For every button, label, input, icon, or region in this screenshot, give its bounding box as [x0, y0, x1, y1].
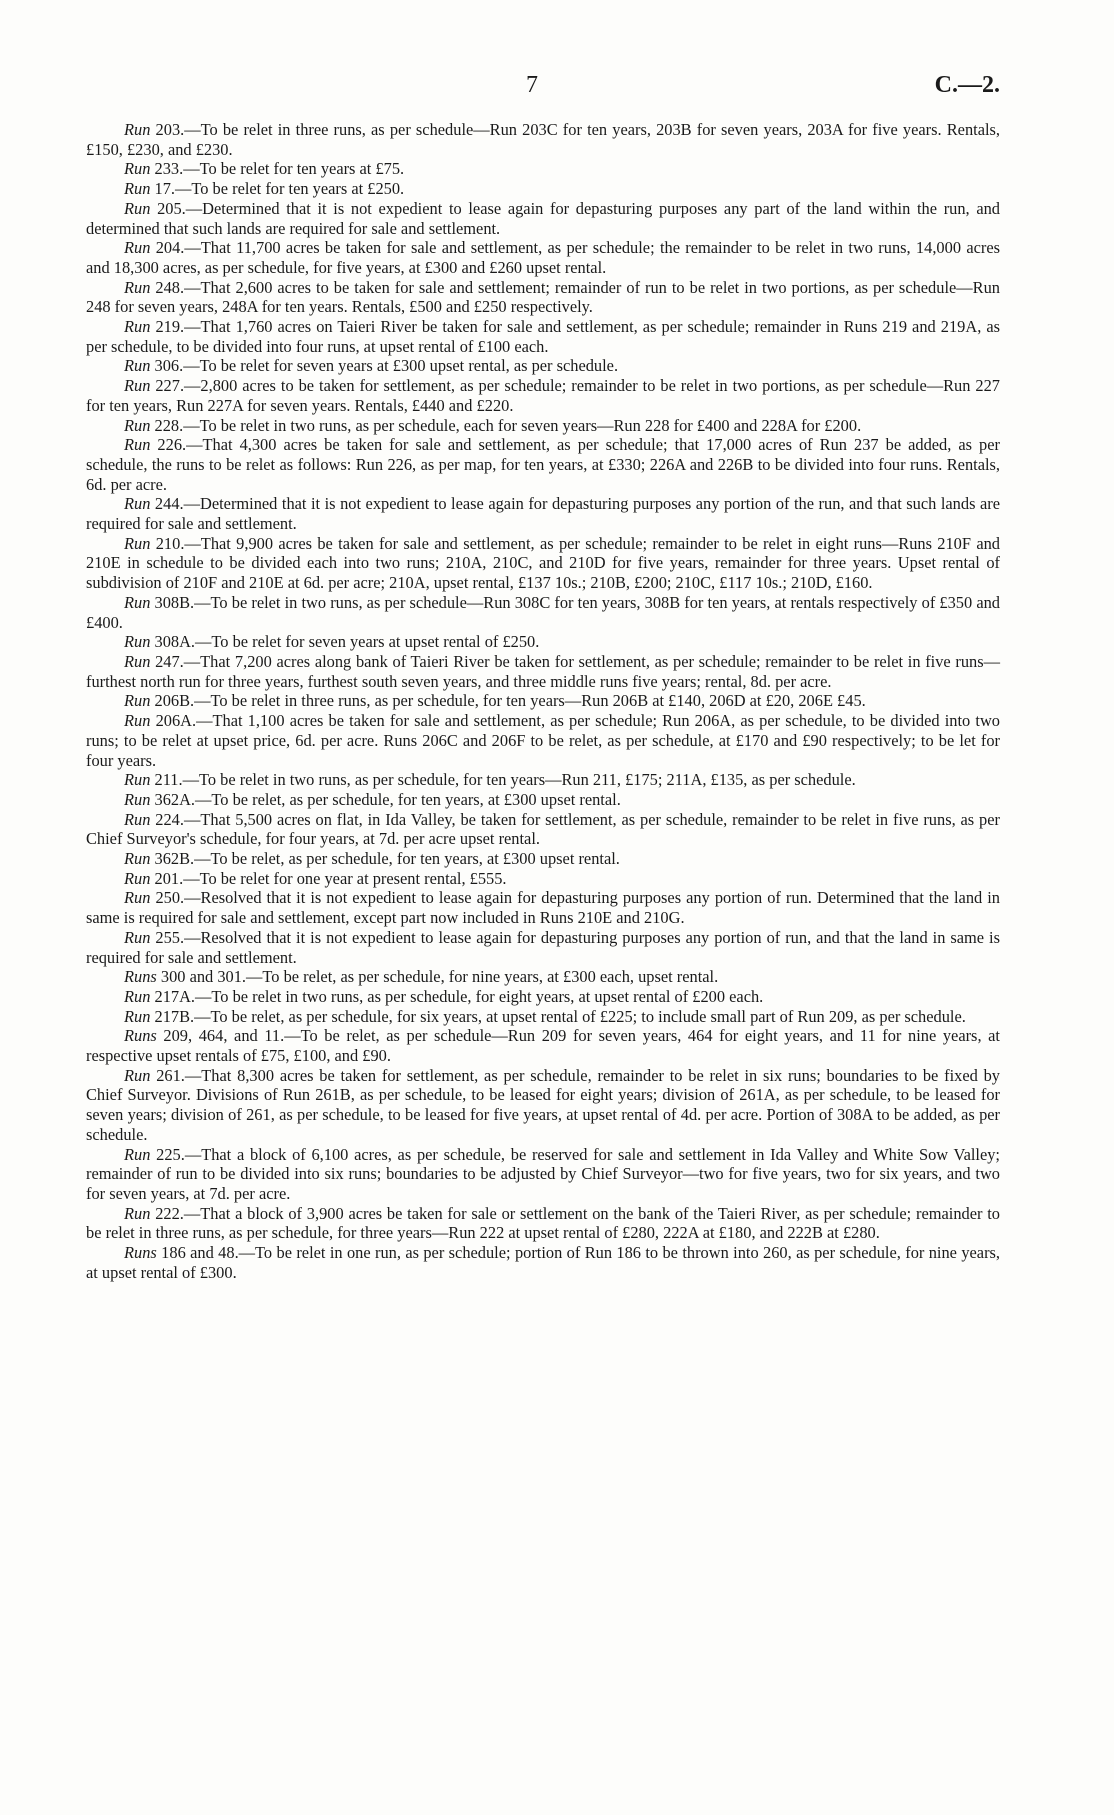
run-label: Run [124, 179, 151, 199]
run-label: Run [124, 849, 151, 869]
run-text: 210.—That 9,900 acres be taken for sale and settlement, as per schedule; remainder to be relet in eight runs—Runs 210F and 210E in schedule to be divided each into two runs; 210A, 210C, and 210D for five years, remainder for three years. Upset rental of subdivision of 210F and 210E at 6d. per acre; 210A, upset rental, £137 10s.; 210B, £200; 210C, £117 10s.; 210D, £160. [86, 533, 1000, 593]
run-text: 211.—To be relet in two runs, as per schedule, for ten years—Run 211, £175; 211A, £135, as per schedule. [150, 770, 856, 790]
run-label: Run [124, 533, 151, 553]
run-entry [86, 691, 1000, 711]
run-entry [86, 1204, 1000, 1243]
run-entry [86, 376, 1000, 415]
run-entry [86, 987, 1000, 1007]
run-text: 308B.—To be relet in two runs, as per schedule—Run 308C for ten years, 308B for ten years, at rentals respectively of £350 and £400. [86, 592, 1000, 632]
run-label: Run [124, 927, 151, 947]
run-entry [86, 199, 1000, 238]
page-number: 7 [526, 72, 538, 98]
run-text: 247.—That 7,200 acres along bank of Taieri River be taken for settlement, as per schedule; remainder to be relet in five runs—furthest north run for three years, furthest south seven years, and three middle runs five years; rental, 8d. per acre. [86, 651, 1000, 691]
run-text: 248.—That 2,600 acres to be taken for sale and settlement; remainder of run to be relet in two portions, as per schedule—Run 248 for seven years, 248A for ten years. Rentals, £500 and £250 respectively. [86, 277, 1000, 317]
run-label: Runs [124, 1026, 157, 1046]
run-text: 209, 464, and 11.—To be relet, as per schedule—Run 209 for seven years, 464 for eight years, and 11 for nine years, at respective upset rentals of £75, £100, and £90. [86, 1026, 1000, 1066]
run-text: 300 and 301.—To be relet, as per schedule, for nine years, at £300 each, upset rental. [156, 967, 719, 987]
run-label: Run [124, 651, 151, 671]
run-label: Run [124, 356, 151, 376]
run-entry [86, 593, 1000, 632]
run-label: Run [124, 238, 151, 258]
body-text [86, 120, 1000, 1282]
run-entry [86, 849, 1000, 869]
paper-reference: C.—2. [934, 72, 1000, 98]
run-entry [86, 435, 1000, 494]
run-entry [86, 494, 1000, 533]
run-label: Run [124, 1144, 151, 1164]
run-text: 233.—To be relet for ten years at £75. [150, 159, 405, 179]
run-entry [86, 967, 1000, 987]
run-entry [86, 416, 1000, 436]
run-label: Run [124, 159, 151, 179]
run-label: Run [124, 789, 151, 809]
run-text: 306.—To be relet for seven years at £300 upset rental, as per schedule. [150, 356, 619, 376]
run-label: Run [124, 277, 151, 297]
run-text: 255.—Resolved that it is not expedient to lease again for depasturing purposes any portion of run, and that the land in same is required for sale and settlement. [86, 927, 1000, 967]
run-text: 250.—Resolved that it is not expedient to lease again for depasturing purposes any portion of run. Determined that the land in same is required for sale and settlement, except part now included in Runs 210E and 210G. [86, 888, 1000, 928]
run-label: Run [124, 986, 151, 1006]
run-text: 244.—Determined that it is not expedient to lease again for depasturing purposes any portion of the run, and that such lands are required for sale and settlement. [86, 494, 1000, 534]
run-entry [86, 534, 1000, 593]
run-entry [86, 869, 1000, 889]
run-label: Run [124, 809, 151, 829]
run-label: Run [124, 1065, 151, 1085]
run-entry [86, 790, 1000, 810]
run-label: Run [124, 198, 151, 218]
run-entry [86, 317, 1000, 356]
run-label: Run [124, 711, 151, 731]
run-label: Run [124, 376, 151, 396]
run-label: Run [124, 120, 151, 139]
run-text: 226.—That 4,300 acres be taken for sale and settlement, as per schedule; that 17,000 acres of Run 237 be added, as per schedule, the runs to be relet as follows: Run 226, as per map, for ten years, at £330; 226A and 226B to be divided into four runs. Rentals, 6d. per acre. [86, 435, 1000, 494]
run-text: 206B.—To be relet in three runs, as per schedule, for ten years—Run 206B at £140, 206D at £20, 206E £45. [150, 691, 866, 711]
run-entry [86, 810, 1000, 849]
run-entry [86, 159, 1000, 179]
run-label: Run [124, 317, 151, 337]
run-entry [86, 1145, 1000, 1204]
run-text: 205.—Determined that it is not expedient to lease again for depasturing purposes any part of the land within the run, and determined that such lands are required for sale and settlement. [86, 198, 1000, 238]
run-label: Run [124, 435, 151, 455]
run-entry [86, 1243, 1000, 1282]
run-text: 17.—To be relet for ten years at £250. [150, 179, 405, 199]
run-text: 261.—That 8,300 acres be taken for settlement, as per schedule, remainder to be relet in six runs; boundaries to be fixed by Chief Surveyor. Divisions of Run 261B, as per schedule, to be leased for eight years; division of 261A, as per schedule, to be leased for seven years; division of 261, as per schedule, to be leased for five years, at upset rental of 4d. per acre. Portion of 308A to be added, as per schedule. [86, 1065, 1000, 1144]
run-text: 217A.—To be relet in two runs, as per schedule, for eight years, at upset rental of £200 each. [150, 986, 764, 1006]
run-entry [86, 632, 1000, 652]
run-entry [86, 120, 1000, 159]
run-entry [86, 278, 1000, 317]
run-text: 222.—That a block of 3,900 acres be taken for sale or settlement on the bank of the Taieri River, as per schedule; remainder to be relet in three runs, as per schedule, for three years—Run 222 at upset rental of £280, 222A at £180, and 222B at £280. [86, 1203, 1000, 1243]
run-text: 227.—2,800 acres to be taken for settlement, as per schedule; remainder to be relet in two portions, as per schedule—Run 227 for ten years, Run 227A for seven years. Rentals, £440 and £220. [86, 376, 1000, 415]
run-text: 228.—To be relet in two runs, as per schedule, each for seven years—Run 228 for £400 and 228A for £200. [150, 415, 862, 435]
run-label: Runs [124, 1243, 157, 1263]
run-entry [86, 238, 1000, 277]
run-text: 219.—That 1,760 acres on Taieri River be taken for sale and settlement, as per schedule; remainder in Runs 219 and 219A, as per schedule, to be divided into four runs, at upset rental of £100 each. [86, 317, 1000, 356]
run-label: Run [124, 415, 151, 435]
run-label: Run [124, 691, 151, 711]
run-label: Run [124, 1006, 151, 1026]
run-entry [86, 1007, 1000, 1027]
run-text: 217B.—To be relet, as per schedule, for six years, at upset rental of £225; to include small part of Run 209, as per schedule. [150, 1006, 966, 1026]
run-text: 206A.—That 1,100 acres be taken for sale and settlement, as per schedule; Run 206A, as per schedule, to be divided into two runs; to be relet at upset price, 6d. per acre. Runs 206C and 206F to be relet, as per schedule, at £170 and £90 respectively; to be let for four years. [86, 711, 1000, 770]
run-text: 204.—That 11,700 acres be taken for sale and settlement, as per schedule; the remainder to be relet in two runs, 14,000 acres and 18,300 acres, as per schedule, for five years, at £300 and £260 upset rental. [86, 238, 1000, 277]
run-label: Run [124, 632, 151, 652]
run-text: 186 and 48.—To be relet in one run, as per schedule; portion of Run 186 to be thrown into 260, as per schedule, for nine years, at upset rental of £300. [86, 1243, 1000, 1282]
run-text: 362A.—To be relet, as per schedule, for ten years, at £300 upset rental. [150, 789, 621, 809]
run-text: 362B.—To be relet, as per schedule, for ten years, at £300 upset rental. [150, 849, 620, 869]
run-entry [86, 888, 1000, 927]
run-entry [86, 1066, 1000, 1145]
run-text: 201.—To be relet for one year at present rental, £555. [150, 868, 507, 888]
run-label: Run [124, 888, 151, 908]
run-text: 203.—To be relet in three runs, as per schedule—Run 203C for ten years, 203B for seven years, 203A for five years. Rentals, £150, £230, and £230. [86, 120, 1000, 159]
run-label: Run [124, 494, 151, 514]
run-entry [86, 652, 1000, 691]
run-entry [86, 356, 1000, 376]
run-text: 308A.—To be relet for seven years at upset rental of £250. [150, 632, 540, 652]
run-label: Run [124, 1203, 151, 1223]
run-text: 224.—That 5,500 acres on flat, in Ida Valley, be taken for settlement, as per schedule, remainder to be relet in five runs, as per Chief Surveyor's schedule, for four years, at 7d. per acre upset rental. [86, 809, 1000, 849]
page-header [86, 72, 1000, 102]
run-entry [86, 1026, 1000, 1065]
run-text: 225.—That a block of 6,100 acres, as per schedule, be reserved for sale and settlement in Ida Valley and White Sow Valley; remainder of run to be divided into six runs; boundaries to be adjusted by Chief Surveyor—two for five years, two for six years, and two for seven years, at 7d. per acre. [86, 1144, 1000, 1203]
run-entry [86, 179, 1000, 199]
run-label: Run [124, 592, 151, 612]
run-entry [86, 711, 1000, 770]
run-label: Runs [124, 967, 157, 987]
run-entry [86, 928, 1000, 967]
run-label: Run [124, 868, 151, 888]
run-entry [86, 770, 1000, 790]
run-label: Run [124, 770, 151, 790]
